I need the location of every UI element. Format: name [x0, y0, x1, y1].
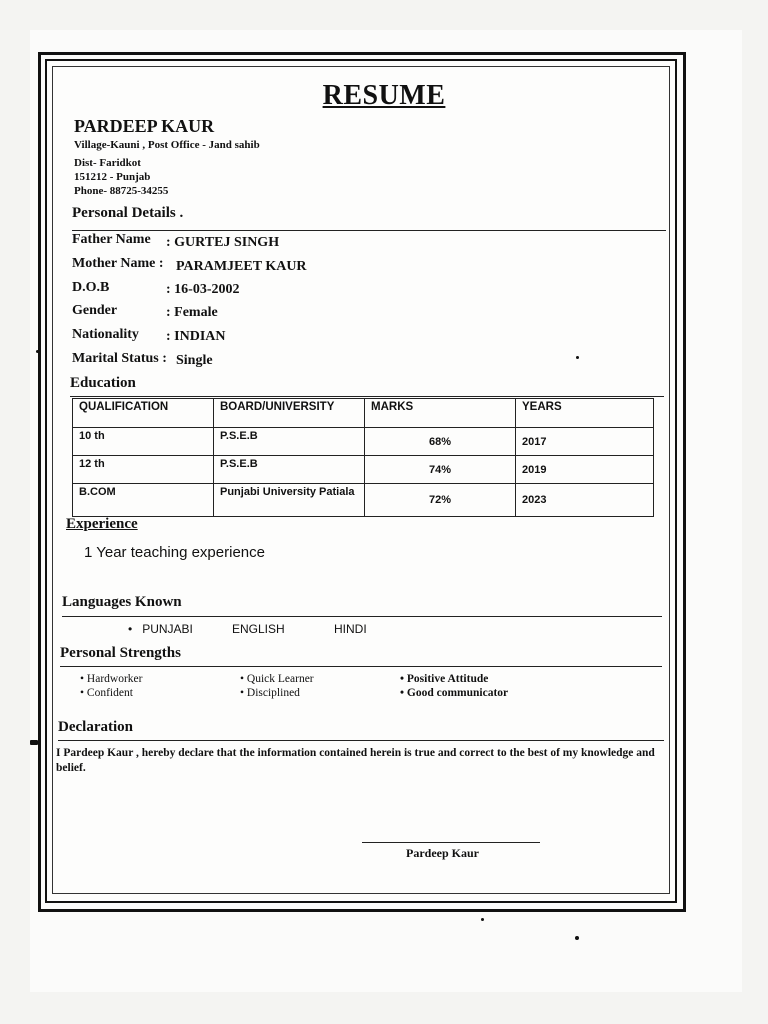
signature-line [362, 842, 540, 843]
table-row [73, 484, 654, 517]
declaration-text: I Pardeep Kaur , hereby declare that the information contained herein is true and correct to the best of my knowledge and belief. [56, 747, 655, 774]
strength-label: Disciplined [246, 687, 300, 699]
signature-name: Pardeep Kaur [406, 846, 479, 860]
strength-item: • Disciplined [240, 687, 300, 699]
column-header: YEARS [516, 399, 654, 428]
scan-speck [481, 918, 484, 921]
address-line: Village-Kauni , Post Office - Jand sahib [74, 139, 260, 151]
qualification-cell: B.COM [73, 484, 214, 517]
section-strengths: Personal Strengths [60, 645, 181, 661]
strength-label: Good communicator [406, 687, 509, 699]
strength-item: • Hardworker [80, 673, 143, 685]
section-rule [58, 740, 664, 741]
nationality-label: Nationality [72, 327, 139, 342]
board-cell: P.S.E.B [214, 428, 365, 456]
phone-line: Phone- 88725-34255 [74, 185, 169, 197]
dob-value: : 16-03-2002 [166, 282, 240, 297]
board-cell: Punjabi University Patiala [214, 484, 365, 517]
scan-speck [575, 936, 579, 940]
dob-label: D.O.B [72, 280, 110, 295]
scan-speck [576, 356, 579, 359]
column-header: MARKS [365, 399, 516, 428]
strength-label: Hardworker [86, 673, 143, 685]
marks-cell: 72% [365, 484, 516, 517]
section-rule [60, 666, 662, 667]
scan-speck [36, 350, 39, 353]
section-languages: Languages Known [62, 594, 182, 610]
gender-value: : Female [166, 305, 218, 320]
strength-label: Positive Attitude [406, 673, 489, 685]
address-line: Dist- Faridkot [74, 157, 141, 169]
board-cell: P.S.E.B [214, 456, 365, 484]
table-row [73, 428, 654, 456]
column-header: BOARD/UNIVERSITY [214, 399, 365, 428]
year-cell: 2023 [516, 484, 654, 517]
experience-text: 1 Year teaching experience [84, 544, 265, 561]
strength-item: • Confident [80, 687, 133, 699]
strength-item: • Quick Learner [240, 673, 314, 685]
language-item: • PUNJABI [128, 622, 193, 636]
table-header-row [73, 399, 654, 428]
section-rule [72, 230, 666, 231]
year-cell: 2017 [516, 428, 654, 456]
gender-label: Gender [72, 303, 118, 318]
year-cell: 2019 [516, 456, 654, 484]
address-line: 151212 - Punjab [74, 171, 151, 183]
nationality-value: : INDIAN [166, 329, 226, 344]
qualification-cell: 12 th [73, 456, 214, 484]
education-table [72, 398, 654, 517]
column-header: QUALIFICATION [73, 399, 214, 428]
section-education: Education [70, 375, 136, 391]
scan-mark [30, 740, 38, 745]
marks-cell: 74% [365, 456, 516, 484]
strength-item: • Good communicator [400, 687, 509, 699]
strength-label: Quick Learner [246, 673, 314, 685]
candidate-name: PARDEEP KAUR [74, 116, 215, 136]
language-item: ENGLISH [232, 622, 285, 636]
marital-status-value: Single [176, 353, 213, 368]
mother-name-value: PARAMJEET KAUR [176, 259, 307, 274]
section-experience: Experience [66, 516, 138, 532]
strength-label: Confident [86, 687, 133, 699]
mother-name-label: Mother Name : [72, 256, 164, 271]
marks-cell: 68% [365, 428, 516, 456]
father-name-value: : GURTEJ SINGH [166, 235, 280, 250]
table-row [73, 456, 654, 484]
marital-status-label: Marital Status : [72, 351, 167, 366]
section-rule [70, 396, 664, 397]
qualification-cell: 10 th [73, 428, 214, 456]
language-label: PUNJABI [142, 622, 193, 636]
resume-title: RESUME [322, 80, 446, 111]
father-name-label: Father Name [72, 232, 151, 247]
section-personal-details: Personal Details . [72, 205, 184, 221]
section-rule [62, 616, 662, 617]
section-declaration: Declaration [58, 719, 133, 735]
language-item: HINDI [334, 622, 367, 636]
strength-item: • Positive Attitude [400, 673, 489, 685]
